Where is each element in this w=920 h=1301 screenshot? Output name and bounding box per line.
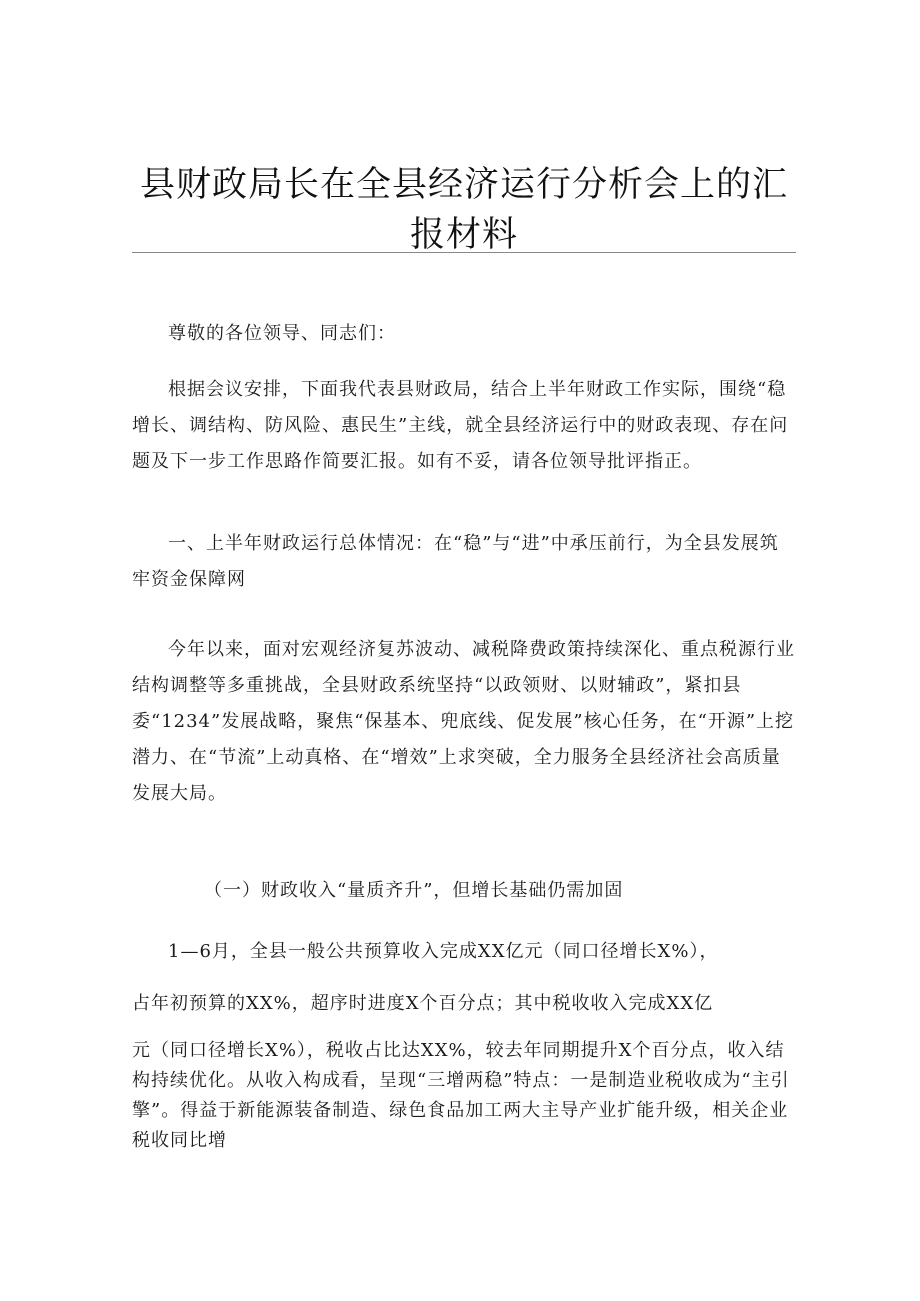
salutation: 尊敬的各位领导、同志们：	[168, 323, 396, 344]
section-1-body: 今年以来，面对宏观经济复苏波动、减税降费政策持续深化、重点税源行业结构调整等多重挑战，全县财政系统坚持“以政领财、以财辅政”，紧扣县委“1234”发展战略，聚焦“保基本、兜底线、促发展”核心任务，在“开源”上挖潜力、在“节流”上动真格、在“增效”上求突破，全力服务全县经济社会高质量发展大局。	[132, 639, 795, 804]
revenue-line-2: 占年初预算的XX%，超序时进度X个百分点；其中税收收入完成XX亿	[132, 993, 714, 1014]
revenue-line-1: 1—6月，全县一般公共预算收入完成XX亿元（同口径增长X%），	[168, 941, 719, 962]
intro-paragraph: 根据会议安排，下面我代表县财政局，结合上半年财政工作实际，围绕“稳增长、调结构、防风险、惠民生”主线，就全县经济运行中的财政表现、存在问题及下一步工作思路作简要汇报。如有不妥，请各位领导批评指正。	[132, 379, 789, 472]
title-divider	[132, 252, 796, 253]
subsection-1-heading: （一）财政收入“量质齐升”，但增长基础仍需加固	[204, 880, 624, 901]
section-1-heading: 一、上半年财政运行总体情况：在“稳”与“进”中承压前行，为全县发展筑牢资金保障网	[132, 533, 779, 590]
revenue-paragraph: 元（同口径增长X%），税收占比达XX%，较去年同期提升X个百分点，收入结构持续优化。从收入构成看，呈现“三增两稳”特点：一是制造业税收成为“主引擎”。得益于新能源装备制造、绿色食品加工两大主导产业扩能升级，相关企业税收同比增	[132, 1040, 790, 1151]
document-title: 县财政局长在全县经济运行分析会上的汇报材料	[139, 165, 788, 255]
